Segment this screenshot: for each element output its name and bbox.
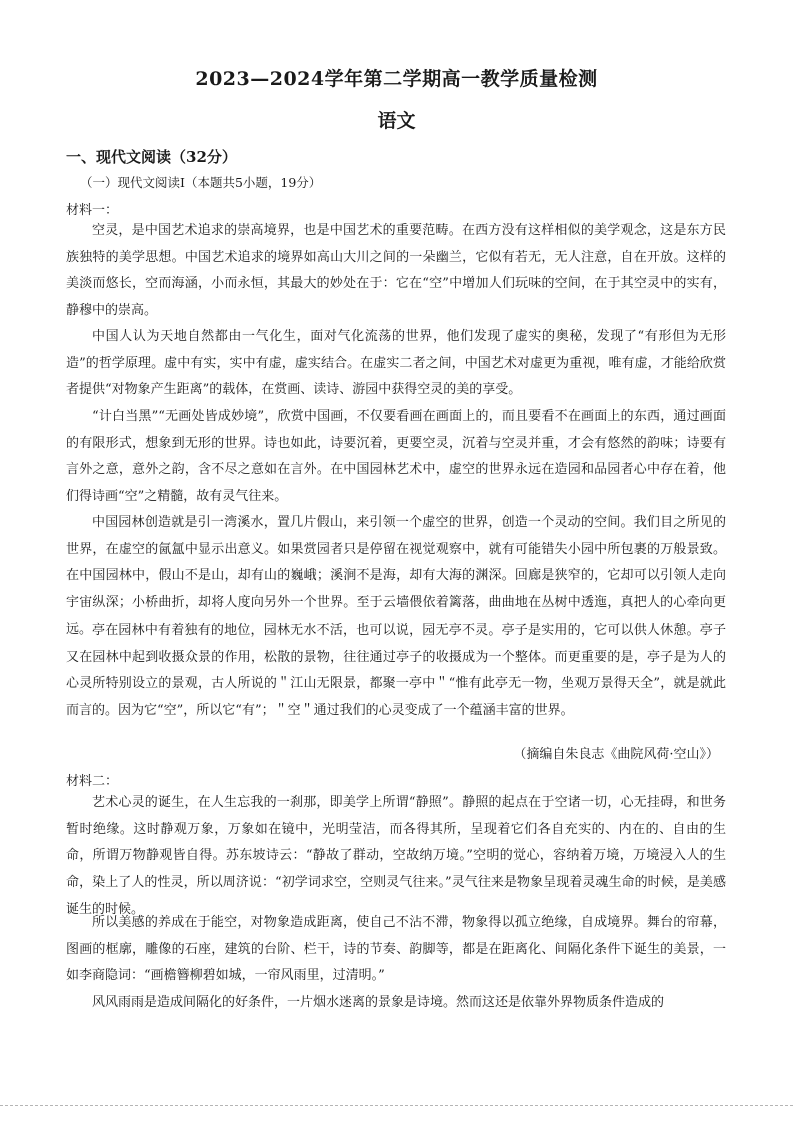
material-1-source: （摘编自朱良志《曲院风荷·空山》）: [513, 747, 719, 762]
material-1-paragraph-2: 中国人认为天地自然都由一气化生，面对气化流荡的世界，他们发现了虚实的奥秘，发现了“有形但为无形造”的哲学原理。虚中有实，实中有虚，虚实结合。在虚实二者之间，中国艺术对虚更为重视，唯有虚，才能给欣赏者提供“对物象产生距离”的载体，在赏画、读诗、游园中获得空灵的美的享受。: [66, 329, 726, 398]
material-1-label: 材料一：: [66, 203, 119, 218]
subject-title: 语文: [377, 110, 416, 132]
material-2-label: 材料二：: [66, 774, 119, 789]
page-bottom-divider: [0, 1105, 793, 1106]
material-2-paragraph-1: 艺术心灵的诞生，在人生忘我的一刹那，即美学上所谓“静照”。静照的起点在于空诸一切，心无挂碍，和世务暂时绝缘。这时静观万象，万象如在镜中，光明莹洁，而各得其所，呈现着它们各自充实的、内在的、自由的生命，所谓万物静观皆自得。苏东坡诗云：“静故了群动，空故纳万境。”空明的觉心，容纳着万境，万境浸入人的生命，染上了人的性灵，所以周济说：“初学词求空，空则灵气往来。”灵气往来是物象呈现着灵魂生命的时候，是美感诞生的时候。: [66, 795, 726, 917]
material-2-paragraph-3: 风风雨雨是造成间隔化的好条件，一片烟水迷离的景象是诗境。然而这还是依靠外界物质条件造成的: [92, 995, 665, 1010]
material-1-paragraph-5: 亭在园林中有着独有的地位，园林无水不活，也可以说，园无亭不灵。亭子是实用的，它可以供人休憩。亭子又在园林中起到收摄众景的作用，松散的景物，往往通过亭子的收摄成为一个整体。而更重要的是，亭子是为人的心灵所特别设立的景观，古人所说的＂江山无限景，都聚一亭中＂“惟有此亭无一物，坐观万景得天全”，就是就此而言的。因为它“空”，所以它“有”；＂空＂通过我们的心灵变成了一个蕴涵丰富的世界。: [66, 623, 726, 719]
subsection-heading: （一）现代文阅读Ⅰ（本题共5小题，19分）: [80, 175, 322, 190]
material-1-paragraph-4: 中国园林创造就是引一湾溪水，置几片假山，来引领一个虚空的世界，创造一个灵动的空间。我们目之所见的世界，在虚空的氤氲中显示出意义。如果赏园者只是停留在视觉观察中，就有可能错失小园中所包裹的万般景致。在中国园林中，假山不是山，却有山的巍峨；溪涧不是海，却有大海的渊深。回廊是狭窄的，它却可以引领人走向宇宙纵深；小桥曲折，却将人度向另外一个世界。至于云墙偎依着篱落，曲曲地在丛树中透迤，真把人的心牵向更远。: [66, 515, 726, 637]
material-1-paragraph-3: “计白当黑”“无画处皆成妙境”，欣赏中国画，不仅要看画在画面上的，而且要看不在画面上的东西，通过画面的有限形式，想象到无形的世界。诗也如此，诗要沉着，更要空灵，沉着与空灵并重，才会有悠然的韵味；诗要有言外之意，意外之韵，含不尽之意如在言外。在中国园林艺术中，虚空的世界永远在造园和品园者心中存在着，他们得诗画“空”之精髓，故有灵气往来。: [66, 409, 726, 505]
section-heading: 一、现代文阅读（32分）: [66, 148, 237, 166]
material-1-paragraph-1: 空灵，是中国艺术追求的崇高境界，也是中国艺术的重要范畴。在西方没有这样相似的美学观念，这是东方民族独特的美学思想。中国艺术追求的境界如高山大川之间的一朵幽兰，它似有若无，无人注意，自在开放。这样的美淡而悠长，空而海涵，小而永恒，其最大的妙处在于：它在“空”中增加人们玩味的空间，在于其空灵中的实有，静穆中的崇高。: [66, 223, 726, 319]
exam-title: 2023—2024学年第二学期高一教学质量检测: [195, 68, 598, 90]
material-2-paragraph-2: 所以美感的养成在于能空，对物象造成距离，使自己不沾不滞，物象得以孤立绝缘，自成境界。舞台的帘幕，图画的框廓，雕像的石座，建筑的台阶、栏干，诗的节奏、韵脚等，都是在距离化、间隔化条件下诞生的美景，一如李商隐词：“画檐簪柳碧如城，一帘风雨里，过清明。”: [66, 915, 726, 984]
